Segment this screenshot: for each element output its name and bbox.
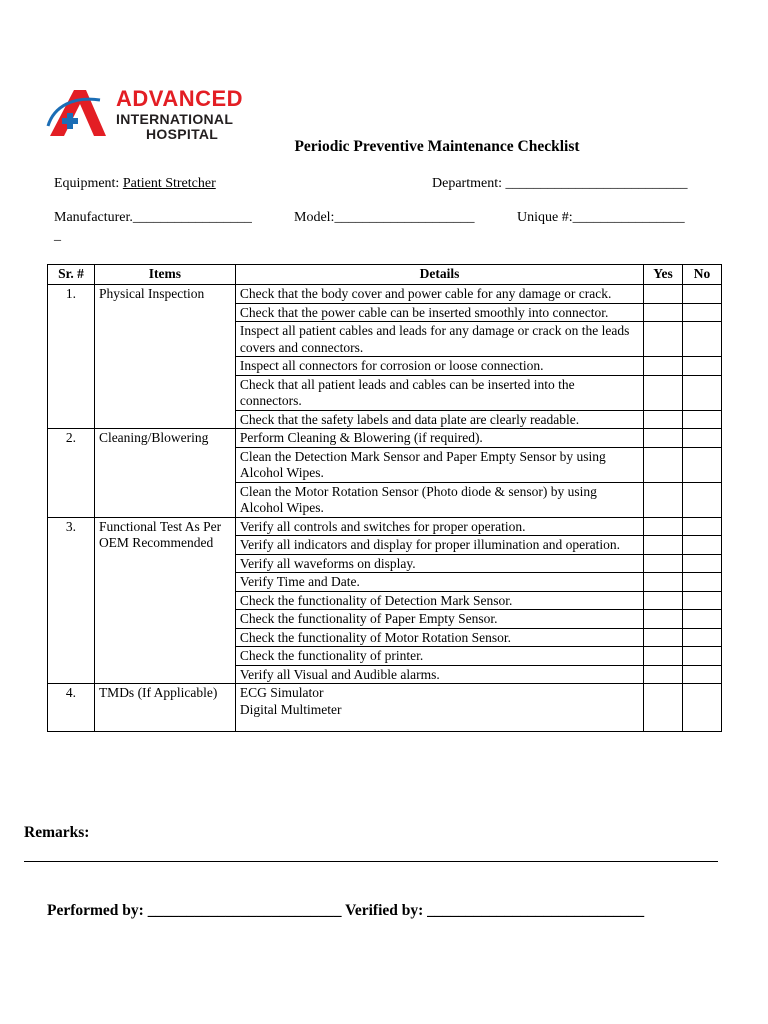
row-detail: Check that the safety labels and data plate are clearly readable. [235, 410, 643, 429]
yes-checkbox-cell[interactable] [644, 285, 683, 304]
hospital-logo [44, 86, 274, 142]
header-details: Details [235, 265, 643, 285]
no-checkbox-cell[interactable] [683, 410, 722, 429]
equipment-label: Equipment: [54, 176, 120, 191]
yes-checkbox-cell[interactable] [644, 429, 683, 448]
row-item: TMDs (If Applicable) [94, 684, 235, 732]
row-detail: Check that the power cable can be inserted smoothly into connector. [235, 303, 643, 322]
row-detail: Verify all controls and switches for proper operation. [235, 517, 643, 536]
yes-checkbox-cell[interactable] [644, 628, 683, 647]
row-detail: Verify all indicators and display for proper illumination and operation. [235, 536, 643, 555]
yes-checkbox-cell[interactable] [644, 410, 683, 429]
model-field: Model:____________________ [294, 210, 475, 225]
logo-line-advanced: ADVANCED [116, 86, 244, 111]
row-sr-number: 4. [48, 684, 95, 732]
row-sr-number: 2. [48, 429, 95, 518]
yes-checkbox-cell[interactable] [644, 322, 683, 357]
no-checkbox-cell[interactable] [683, 447, 722, 482]
table-row [48, 429, 722, 448]
tmd-digital-multimeter: Digital Multimeter [239, 701, 342, 717]
row-detail: Check the functionality of Detection Mark Sensor. [235, 591, 643, 610]
no-checkbox-cell[interactable] [683, 429, 722, 448]
manufacturer-field: Manufacturer._________________ [54, 210, 252, 225]
signature-line [47, 902, 644, 920]
yes-checkbox-cell[interactable] [644, 303, 683, 322]
no-checkbox-cell[interactable] [683, 573, 722, 592]
no-checkbox-cell[interactable] [683, 357, 722, 376]
tmd-ecg-simulator: ECG Simulator [239, 685, 324, 700]
row-detail: Clean the Detection Mark Sensor and Paper Empty Sensor by using Alcohol Wipes. [235, 447, 643, 482]
row-item: Functional Test As Per OEM Recommended [94, 517, 235, 684]
table-row [48, 285, 722, 304]
row-detail: Clean the Motor Rotation Sensor (Photo diode & sensor) by using Alcohol Wipes. [235, 482, 643, 517]
yes-checkbox-cell[interactable] [644, 647, 683, 666]
row-sr-number: 3. [48, 517, 95, 684]
no-checkbox-cell[interactable] [683, 684, 722, 732]
yes-checkbox-cell[interactable] [644, 684, 683, 732]
no-checkbox-cell[interactable] [683, 554, 722, 573]
no-checkbox-cell[interactable] [683, 322, 722, 357]
header-no: No [683, 265, 722, 285]
yes-checkbox-cell[interactable] [644, 554, 683, 573]
row-detail: Perform Cleaning & Blowering (if required). [235, 429, 643, 448]
yes-checkbox-cell[interactable] [644, 517, 683, 536]
no-checkbox-cell[interactable] [683, 375, 722, 410]
row-detail: Check that the body cover and power cable for any damage or crack. [235, 285, 643, 304]
yes-checkbox-cell[interactable] [644, 665, 683, 684]
header-yes: Yes [644, 265, 683, 285]
equipment-value: Patient Stretcher [122, 176, 216, 191]
remarks-line [24, 861, 718, 862]
no-checkbox-cell[interactable] [683, 303, 722, 322]
wrapped-underscore: _ [54, 228, 61, 243]
hospital-logo-text [116, 86, 243, 141]
row-item: Physical Inspection [94, 285, 235, 429]
row-detail: Verify Time and Date. [235, 573, 643, 592]
no-checkbox-cell[interactable] [683, 536, 722, 555]
no-checkbox-cell[interactable] [683, 482, 722, 517]
header-items: Items [94, 265, 235, 285]
logo-line-international: INTERNATIONAL [116, 111, 234, 127]
no-checkbox-cell[interactable] [683, 610, 722, 629]
row-detail: Verify all waveforms on display. [235, 554, 643, 573]
no-checkbox-cell[interactable] [683, 517, 722, 536]
row-detail: Check the functionality of printer. [235, 647, 643, 666]
checklist-body [48, 285, 722, 732]
yes-checkbox-cell[interactable] [644, 573, 683, 592]
page-title: Periodic Preventive Maintenance Checklist [294, 138, 580, 155]
row-item: Cleaning/Blowering [94, 429, 235, 518]
no-checkbox-cell[interactable] [683, 628, 722, 647]
row-detail: Verify all Visual and Audible alarms. [235, 665, 643, 684]
yes-checkbox-cell[interactable] [644, 447, 683, 482]
yes-checkbox-cell[interactable] [644, 610, 683, 629]
hospital-logo-mark-icon [44, 86, 116, 138]
remarks-label: Remarks: [24, 824, 90, 841]
row-detail: Check that all patient leads and cables can be inserted into the connectors. [235, 375, 643, 410]
no-checkbox-cell[interactable] [683, 285, 722, 304]
row-detail: Check the functionality of Motor Rotation Sensor. [235, 628, 643, 647]
yes-checkbox-cell[interactable] [644, 536, 683, 555]
equipment-field [54, 176, 216, 192]
header-sr: Sr. # [48, 265, 95, 285]
yes-checkbox-cell[interactable] [644, 375, 683, 410]
logo-line-hospital: HOSPITAL [146, 126, 219, 142]
row-detail: Check the functionality of Paper Empty Sensor. [235, 610, 643, 629]
checklist-table [47, 264, 722, 732]
table-header-row [48, 265, 722, 285]
no-checkbox-cell[interactable] [683, 647, 722, 666]
unique-id-field: Unique #:________________ [517, 210, 685, 225]
row-sr-number: 1. [48, 285, 95, 429]
table-row-tmds [48, 684, 722, 732]
performed-by-field: Performed by: _________________________ [47, 902, 342, 919]
yes-checkbox-cell[interactable] [644, 482, 683, 517]
row-detail: Inspect all connectors for corrosion or loose connection. [235, 357, 643, 376]
department-field: Department: __________________________ [432, 176, 688, 191]
no-checkbox-cell[interactable] [683, 665, 722, 684]
row-detail: Inspect all patient cables and leads for any damage or crack on the leads covers and connectors. [235, 322, 643, 357]
yes-checkbox-cell[interactable] [644, 357, 683, 376]
no-checkbox-cell[interactable] [683, 591, 722, 610]
verified-by-field: Verified by: ____________________________ [345, 902, 645, 919]
row-detail-tmds [235, 684, 643, 732]
table-row [48, 517, 722, 536]
yes-checkbox-cell[interactable] [644, 591, 683, 610]
